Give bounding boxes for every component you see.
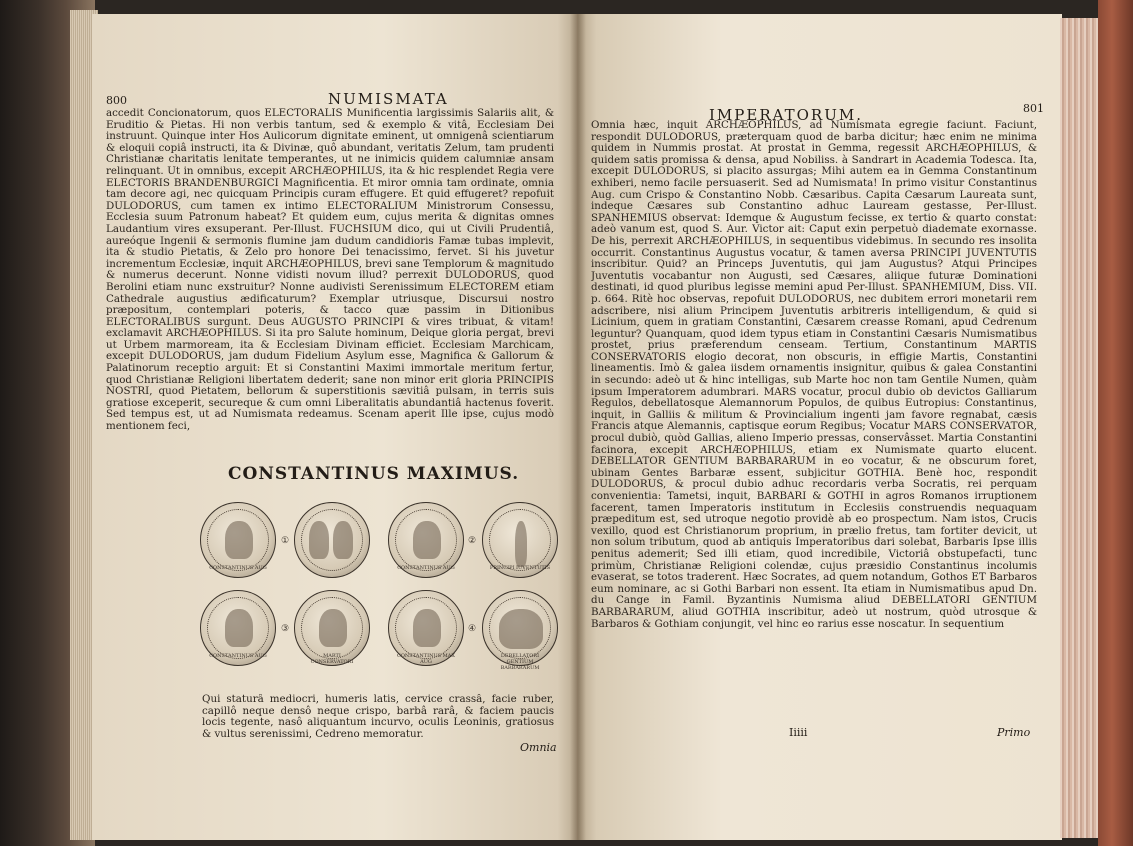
left-body-text: accedit Concionatorum, quos ELECTORALIS Munificentia largissimis Salariis alit, & Eruditio & Pietas. Hi non verbis tantum, sed & exemplo & vitâ, Ecclesiam Dei instruunt. Quinque inter Hos Aulicorum dignitate eminent, ut omnigenâ scientiarum & eloquii copiâ instructi, ita & Divinæ, quô abundant, veritatis Zelum, tam prudenti Christianæ charitatis lenitate temperantes, ut ne inimicis quidem calumniæ ansam relinquant. Ut in omnibus, excepit ARCHÆOPHILUS, ita & hic resplendet Regia vere ELECTORIS BRANDENBURGICI Magnificentia. Et miror omnia tam ordinate, omnia tam decore agi, nec quicquam Principis curam effugere. Et quid effugeret? repofuit DULODORUS, cum tamen ex intimo ELECTORALIUM Ministrorum Consessu, Ecclesia suum Patronum habeat? Et quidem eum, cujus merita & dignitas omnes Laudantium vires exsuperant. Per-Illust. FUCHSIUM dico, qui ut Civili Prudentiâ, aureóque Ingenii & sermonis flumine jam dudum candidioris Famæ tubas implevit, ita & studio Pietatis, & Zelo pro honore Dei tenacissimo, fervet. Si his juvetur incrementum Ecclesiæ, inquit ARCHÆOPHILUS, brevi sane Templorum & magnitudo & numerus decerunt. Nonne vidisti novum illud? perrexit DULODORUS, quod Berolini etiam nunc exstruitur? Nonne audivisti Serenissimum ELECTOREM etiam Cathedrale augustius ædificaturum? Exemplar utriusque, Discursui nostro præpositum, contemplari poteris, & tacco quæ passim in Ditionibus ELECTORALIBUS surgunt. Deus AUGUSTO PRINCIPI & vires tribuat, & vitam! exclamavit ARCHÆOPHILUS. Si ita pro Salute hominum, Deique gloria pergat, brevi ut Urbem marmoream, ita & Ecclesiam Divinam efficiet. Ecclesiam Marchicam, excepit DULODORUS, jam dudum Fidelium Asylum esse, Magnifica & Gallorum & Palatinorum receptio arguit: Et si Constantini Maximi immortale meritum fertur, quod Christianæ Religioni libertatem dederit; sane non minor erit gloria PRINCIPIS NOSTRI, quod Pietatem, bellorum & superstitionis sævitiâ pulsam, in terris suis gratiose exceperit, secureque & cum omni Liberalitatis abundantiâ hactenus foverit. Sed tempus est, ut ad Numismata redeamus. Scenam aperit Ille ipse, cujus modò mentionem feci, [106,108,554,433]
coin-4 [482,502,558,578]
right-cover [1098,0,1133,846]
coin-armed-bust [413,521,441,559]
left-catchword: Omnia [520,741,557,754]
coin-bust [413,609,441,647]
coin-helmeted-bust [319,609,347,647]
right-page-edges [1060,18,1100,838]
coin-legend: CONSTANTINUS AUG [397,565,455,571]
coin-6 [294,590,370,666]
coin-bust [225,521,253,559]
coin-bust-right [333,521,353,559]
coin-separator: ② [468,536,477,546]
right-page-number: 801 [1023,102,1044,115]
coin-5 [200,590,276,666]
signature-mark: Iiiii [789,726,808,739]
coin-legend: CONSTANTINUS MAX AUG [397,653,455,665]
coin-8 [482,590,558,671]
left-page-number: 800 [106,94,127,107]
coin-separator: ③ [281,624,290,634]
coin-legend: DEBELLATORI GENTIUM BARBARARUM [500,653,540,671]
coin-plate [200,492,570,672]
right-catchword: Primo [997,726,1031,739]
coin-legend: CONSTANTINUS AUG [209,653,267,659]
coin-bust-left [309,521,329,559]
coin-7 [388,590,464,666]
right-body-text: Omnia hæc, inquit ARCHÆOPHILUS, ad Numismata egregie faciunt. Faciunt, respondit DULODORUS, præterquam quod de barba dicitur; hæc enim ne minima quidem in Nummis prostat. At prostat in Gemma, regessit ARCHÆOPHILUS, & quidem satis promissa & densa, apud Nobiliss. à Sandrart in Academia Todesca. Ita, excepit DULODORUS, si placito assurgas; Mihi autem ea in Gemma Constantinum exhiberi, nemo facile persuaserit. Sed ad Numismata! In primo visitur Constantinus Aug. cum Crispo & Constantino Nobb. Cæsaribus. Capita Cæsarum Laureata sunt, indeque Cæsares sub Constantino adhuc Lauream gestasse, Per-Illust. SPANHEMIUS observat: Idemque & Augustum fecisse, ex tertio & quarto constat: adeò vanum est, quod S. Aur. Victor ait: Caput exin perpetuò diademate exornasse. De his, perrexit ARCHÆOPHILUS, in sequentibus videbimus. In secundo res insolita occurrit. Constantinus Augustus vocatur, & tamen aversa PRINCIPI JUVENTUTIS inscribitur. Quid? an Princeps Juventutis, qui jam Augustus? Atqui Principes Juventutis vocabantur non Augusti, sed Cæsares, aliique futuræ Dominationi destinati, id quod pluribus legisse memini apud Per-Illust. SPANHEMIUM, Diss. VII. p. 664. Ritè hoc observas, repofuit DULODORUS, nec dubitem errori monetarii rem adscribere, nisi alium Principem Juventutis arbitreris intelligendum, & quid si Licinium, quem in gratiam Constantini, Cæsarem creasse Romani, apud Cedrenum leguntur? Quanquam, quod idem typus etiam in Constantini Cæsaris Numismatibus prostet, prius præferendum censeam. Tertium, Constantinum MARTIS CONSERVATORIS elogio decorat, non obscuris, in effigie Martis, Constantini lineamentis. Imò & galea iisdem ornamentis insignitur, quibus & galea Constantini in secundo: adeò ut & hinc intelligas, sub Marte hoc non tam Gentile Numen, quàm ipsum Imperatorem adumbrari. MARS vocatur, procul dubio ob devictos Galliarum Regulos, debellatosque Alemannorum Populos, de quibus Eutropius: Constantinus, inquit, in Galliis & militum & Provincialium ingenti jam favore regnabat, cæsis Francis atque Alemannis, captisque eorum Regibus; Vocatur MARS CONSERVATOR, procul dubiò, quòd Gallias, alieno Imperio pressas, conservâsset. Martia Constantini facinora, excepit ARCHÆOPHILUS, etiam ex Numismate quarto elucent. DEBELLATOR GENTIUM BARBARARUM in eo vocatur, & ne obscurum foret, ubinam Gentes Barbaræ essent, subjicitur GOTHIA. Benè hoc, respondit DULODORUS, & procul dubio adhuc recordaris verba Socratis, rei perquam convenientia: Tametsi, inquit, BARBARI & GOTHI in agros Romanos irruptionem facerent, tamen Imperatoris institutum in Ecclesiis construendis nequaquam præpeditum est, sed utroque negotio providè ab eo prospectum. Nam istos, Crucis vexillo, quod est Christianorum proprium, in prælio fretus, tam fortiter devicit, ut non solum tributum, quod ab antiquis Imperatoribus dari solebat, Barbaris Ipse illis penitus ademerit; Sed illi etiam, quod incredibile, Victoriâ obstupefacti, tunc primùm, Christianæ Religioni colendæ, cujus præsidio Constantinus incolumis evaserat, se totos traderent. Hæc Socrates, ad quem notandum, Gothos ET Barbaros eum nominare, ac si Gothi Barbari non essent. Ita etiam in Numismatibus apud Dn. du Cange in Famil. Byzantinis Numisma aliud DEBELLATORI GENTIUM BARBARARUM, aliud GOTHIA inscribitur, adeò ut nostrum, quòd utrosque & Barbaros & Gothiam conjungit, vel hinc eo rarius esse noscatur. In sequentium [591,120,1037,630]
coin-legend: MARTI CONSERVATORI [310,653,354,665]
right-running-head: IMPERATORUM. [709,106,863,124]
coin-1 [200,502,276,578]
right-page [577,14,1062,840]
portrait-caption: Qui staturâ mediocri, humeris latis, cervice crassâ, facie ruber, capillô neque densô neque crispo, barbâ rarâ, & faciem paucis locis tegente, nasô aliquantum incurvo, oculis Leoninis, gratiosus & vultus serenissimi, Cedreno memoratur. [202,694,554,740]
coin-legend: PRINCIPI IUVENTUTIS [489,565,551,571]
coin-legend: CONSTANTINUS AUG [209,565,267,571]
gutter-crease [570,14,586,840]
coin-separator: ④ [468,624,477,634]
coin-standing-figure [515,521,527,567]
coin-bust [225,609,253,647]
coin-separator: ① [281,536,290,546]
coin-2 [294,502,370,578]
section-title: CONSTANTINUS MAXIMUS. [228,464,520,484]
left-page [92,14,577,840]
left-running-head: NUMISMATA [328,90,449,108]
coin-3 [388,502,464,578]
coin-scene [499,609,543,649]
